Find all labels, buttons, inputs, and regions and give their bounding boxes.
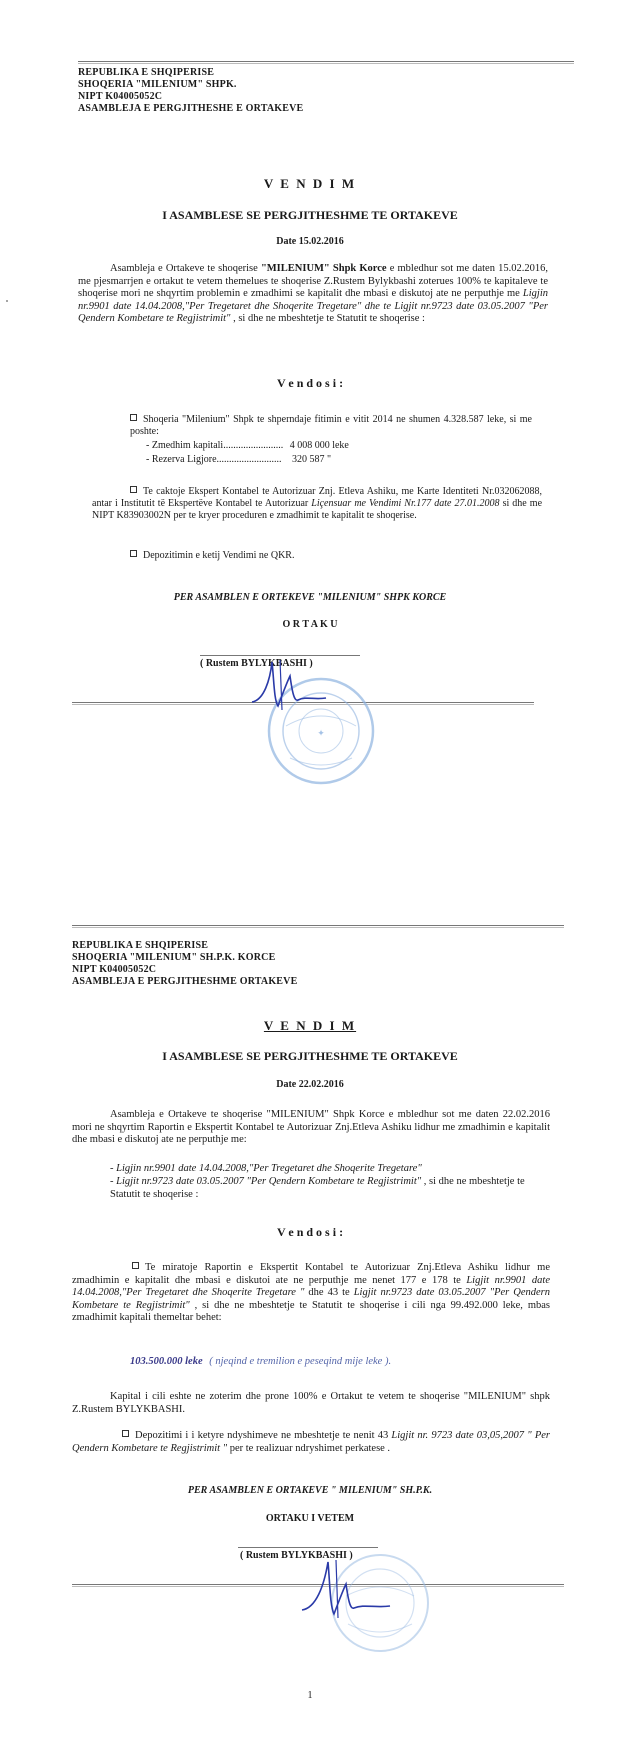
intro-paragraph bbox=[78, 263, 548, 326]
signature-scribble-icon bbox=[296, 1548, 396, 1628]
top-rule bbox=[78, 61, 574, 64]
checkbox-bullet-icon bbox=[132, 1262, 139, 1269]
item2-1c: dhe 43 te bbox=[304, 1287, 354, 1298]
item2-part1: Te caktoje Ekspert Kontabel te Autorizuar Znj. Etleva Ashiku, me Karte Identiteti Nr.032062088, antar i Institutit të Ekspertëve Kontabel te Autorizuar bbox=[92, 486, 542, 509]
intro-law-ref: Ligjin nr.9901 date 14.04.2008,"Per Tregetaret dhe Shoqerite Tregetare" dhe te Ligjit nr.9723 date 03.05.2007 "Per Qendern Kombetare te Regjistrimit" bbox=[78, 288, 548, 324]
deposit-c: per te realizuar ndryshimet perkatese . bbox=[227, 1442, 391, 1454]
document-title: V E N D I M bbox=[263, 176, 357, 191]
document-date: Date 15.02.2016 bbox=[276, 236, 344, 247]
item2-1e: , si dhe ne mbeshtetje te Statutit te shoqerise i cili nga 99.492.000 leke, mbas zmadhimit kapitali themeltar behet: bbox=[72, 1299, 550, 1323]
checkbox-bullet-icon bbox=[130, 550, 137, 557]
law-line-2: - Ligjit nr.9723 date 03.05.2007 "Per Qendern Kombetare te Regjistrimit" bbox=[110, 1176, 422, 1187]
sub2-value: 320 587 " bbox=[292, 454, 332, 465]
vendosi2-heading: V e n d o s i : bbox=[276, 1225, 344, 1239]
signer2-name: ( Rustem BYLYKBASHI ) bbox=[240, 1550, 353, 1561]
signer-name: ( Rustem BYLYKBASHI ) bbox=[200, 658, 313, 669]
intro-company: "MILENIUM" Shpk Korce bbox=[260, 263, 387, 274]
checkbox-bullet-icon bbox=[130, 414, 137, 421]
document2-date: Date 22.02.2016 bbox=[276, 1079, 344, 1090]
item2-1a: Te miratoje Raportin e Ekspertit Kontabel te Autorizuar Znj.Etleva Ashiku lidhur me zmadhimin e kapitalit dhe mbasi e diskutoi ate ne perputhje me nenet 177 e 178 te bbox=[72, 1262, 550, 1286]
sub1-label: - Zmedhim kapitali........................ bbox=[146, 440, 284, 451]
header2-line-2: SHOQERIA "MILENIUM" SH.P.K. KORCE bbox=[72, 952, 276, 963]
checkbox-bullet-icon bbox=[122, 1430, 129, 1437]
ortaku-label: O R T A K U bbox=[282, 619, 338, 630]
sub1-value: 4 008 000 leke bbox=[289, 440, 349, 451]
item2-1d: Ligjit nr.9723 date 03.05.2007 "Per Qendern Kombetare te Regjistrimit" bbox=[72, 1287, 550, 1311]
header-line-2: SHOQERIA "MILENIUM" SHPK. bbox=[78, 79, 237, 90]
laws-tail: , si dhe ne mbeshtetje te Statutit te shoqerise : bbox=[110, 1176, 525, 1200]
page-number: 1 bbox=[307, 1690, 313, 1701]
amount-words: ( njeqind e tremilion e peseqind mije leke ). bbox=[209, 1356, 392, 1367]
document2-title: V E N D I M bbox=[263, 1018, 357, 1033]
header-block-2 bbox=[72, 940, 297, 988]
decision-item-2 bbox=[92, 486, 542, 522]
scan-mark bbox=[6, 300, 8, 302]
item1-sub-1 bbox=[146, 440, 349, 451]
deposit-b: Ligjit nr. 9723 date 03,05,2007 " Per Qendern Kombetare te Regjistrimit " bbox=[72, 1430, 550, 1454]
ortaku2-label: ORTAKU I VETEM bbox=[265, 1513, 355, 1524]
header2-line-3: NIPT K04005052C bbox=[72, 964, 157, 975]
header2-line-4: ASAMBLEJA E PERGJITHESHME ORTAKEVE bbox=[72, 976, 298, 987]
checkbox-bullet-icon bbox=[130, 486, 137, 493]
decision-item-1 bbox=[130, 414, 532, 438]
decision-item-3 bbox=[130, 550, 530, 563]
top-rule-2 bbox=[72, 925, 564, 928]
deposit-a: Depozitimi i i ketyre ndyshimeve ne mbeshtetje te nenit 43 bbox=[135, 1430, 392, 1441]
law-line-1: - Ligjin nr.9901 date 14.04.2008,"Per Tregetaret dhe Shoqerite Tregetare" bbox=[110, 1163, 422, 1174]
intro2-paragraph: Asambleja e Ortakeve te shoqerise "MILENIUM" Shpk Korce e mbledhur sot me daten 22.02.2016 mori ne shqyrtim Raportin e Ekspertit Kontabel te Autorizuar Znj.Etleva Ashiku lidhur me zmadhimin e kapitalit dhe mbasi e diskutoj ate ne perputhje me: bbox=[72, 1109, 550, 1145]
header-line-3: NIPT K04005052C bbox=[78, 91, 163, 102]
header-line-1: REPUBLIKA E SHQIPERISE bbox=[78, 67, 215, 78]
item2-ital: Liçensuar me Vendimi Nr.177 date 27.01.2008 bbox=[311, 498, 500, 509]
item1-sub-2 bbox=[146, 454, 331, 465]
document2-subtitle: I ASAMBLESE SE PERGJITHESHME TE ORTAKEVE bbox=[162, 1049, 458, 1063]
intro-part3: , si dhe ne mbeshtetje te Statutit te shoqerise : bbox=[230, 313, 425, 324]
vendosi-heading: V e n d o s i : bbox=[276, 376, 344, 390]
intro-part1: Asambleja e Ortakeve te shoqerise bbox=[110, 263, 261, 274]
signature-scribble-icon bbox=[244, 650, 334, 720]
svg-text:✦: ✦ bbox=[317, 729, 325, 739]
item1-text: Shoqeria "Milenium" Shpk te shperndaje fitimin e vitit 2014 ne shumen 4.328.587 leke, si me poshte: bbox=[130, 414, 532, 437]
item2-1b: Ligjit nr.9901 date 14.04.2008,"Per Tregetaret dhe Shoqerite Tregetare " bbox=[72, 1274, 550, 1298]
document-subtitle: I ASAMBLESE SE PERGJITHESHME TE ORTAKEVE bbox=[162, 208, 458, 222]
header-line-4: ASAMBLEJA E PERGJITHESHE E ORTAKEVE bbox=[78, 103, 304, 114]
amount-line bbox=[130, 1356, 391, 1367]
sub2-label: - Rezerva Ligjore.......................... bbox=[146, 454, 282, 465]
deposit-paragraph bbox=[72, 1430, 550, 1455]
item2-part2: si dhe me NIPT K83903002N per te kryer proceduren e zmadhimit te kapitalit te shoqerise. bbox=[92, 498, 543, 521]
capital-paragraph: Kapital i cili eshte ne zoterim dhe prone 100% e Ortakut te vetem te shoqerise "MILENIUM" shpk Z.Rustem BYLYKBASHI. bbox=[72, 1391, 550, 1415]
header-block bbox=[78, 67, 303, 115]
decision2-item-1 bbox=[72, 1262, 550, 1325]
closing-line: PER ASAMBLEN E ORTEKEVE "MILENIUM" SHPK KORCE bbox=[173, 592, 447, 603]
closing2-line: PER ASAMBLEN E ORTAKEVE " MILENIUM" SH.P.K. bbox=[187, 1485, 433, 1496]
intro-part2: e mbledhur sot me daten 15.02.2016, me pjesmarrjen e ortakut te vetem themelues te shoqerise Z.Rustem Bylykbashi zoterues 100% te kapitaleve te shoqerise mori ne shqyrtim problemin e zmadhimi se kapitalit dhe mbasi e diskutoj ate ne perputhje me bbox=[78, 263, 548, 299]
amount-value: 103.500.000 leke bbox=[130, 1356, 203, 1367]
laws-block bbox=[110, 1162, 550, 1201]
item3-text: Depozitimin e ketij Vendimi ne QKR. bbox=[143, 550, 295, 561]
header2-line-1: REPUBLIKA E SHQIPERISE bbox=[72, 940, 209, 951]
